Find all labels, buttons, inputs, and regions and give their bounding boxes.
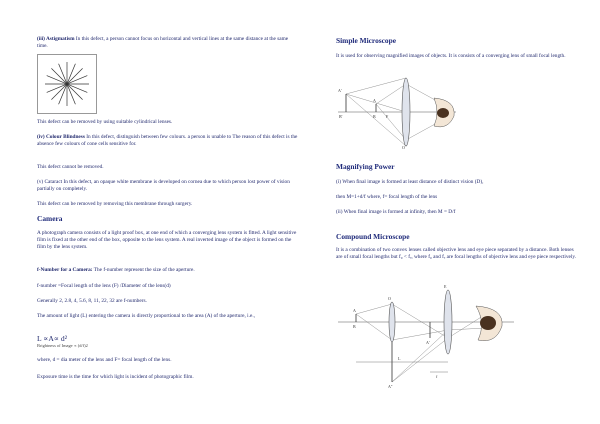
svg-text:A': A' [426,340,430,345]
compound-microscope-paragraph: It is a combination of two convex lenses called objective lens and eye piece separated by a distance. Both lenses are of small focal lengths but f₀ < fₑ, where f₀ and fₑ are focal lengths of objective lens and eye piece respectively. [336,247,576,261]
astigmatism-title: (iii) Astigmatism [37,36,75,42]
compound-microscope-heading: Compound Microscope [336,232,410,241]
exposure-paragraph: Exposure time is the time for which light is incident of photographic film. [37,374,194,380]
simple-microscope-diagram [336,74,460,150]
f-number-paragraph [37,267,299,274]
cataract-fix: This defect can be removed by removing this membrane through surgery. [37,201,193,207]
svg-text:A: A [373,98,376,103]
colour-blindness-title: (iv) Colour Blindness [37,134,85,140]
svg-text:A: A [353,308,356,313]
svg-text:A': A' [338,88,342,93]
magnifying-power-formula-1: then M=1+d/f where, f= focal length of the lens [336,194,438,200]
simple-microscope-heading: Simple Microscope [336,36,397,45]
compound-microscope-diagram [336,278,516,390]
where-paragraph: where, d = dia meter of the lens and F= focal length of the lens. [37,357,172,363]
cataract-paragraph: (v) Cataract In this defect, an opaque white membrane is developed on cornea due to which person lost power of vision partially on completely. [37,179,290,193]
magnifying-power-heading: Magnifying Power [336,162,395,171]
svg-text:B: B [353,324,356,329]
svg-text:L: L [398,356,401,361]
svg-text:E: E [444,284,447,289]
astigmatism-text: In this defect, a person cannot focus on horizontal and vertical lines at the same distance at the same time. [37,36,289,50]
light-formula: L ∝A∝ d² [37,334,67,343]
simple-microscope-paragraph: It is used for observing magnified images of objects. It is consists of a converging lens of small focal length. [336,53,566,59]
magnifying-power-case-1: (i) When final image is formed at least distance of distinct vision (D), [336,179,484,185]
magnifying-power-case-2: (ii) When final image is formed at infinity, then M = D/f [336,209,456,215]
camera-heading: Camera [37,214,63,223]
f-number-text: The f-number represent the size of the aperture. [92,267,195,273]
f-number-title: f-Number for a Camera: [37,267,93,273]
camera-paragraph: A photograph camera consists of a light proof box, at one end of which a converging lens system is fitted. A light sensitive film is fixed at the other end of the box, opposite to the lens system. A real inverted image of the object is formed on the film by the lens system. [37,230,297,251]
f-number-formula: f-number =Focal length of the lens (F) /Diameter of the lens(d) [37,283,171,289]
svg-text:O: O [388,296,391,301]
svg-text:f: f [436,374,438,379]
svg-text:B': B' [339,114,343,119]
brightness-formula: Brightness of Image ∝ (d/f)2 [37,343,88,348]
light-paragraph: The amount of light (L) entering the camera is directly proportional to the area (A) of the aperture, i.e., [37,313,255,319]
svg-text:F: F [386,114,389,119]
astigmatism-fix: This defect can be removed by using suitable cylindrical lenses. [37,119,173,125]
f-number-values: Generally 2, 2.8, 4, 5.6, 8, 11, 22, 32 are f-numbers. [37,298,147,304]
svg-text:O: O [402,145,405,150]
colour-blindness-text: In this defect, distinguish between few colours. a person is unable to The reason of this defect is the absence few colours of cone cells sensitive for. [37,134,298,148]
svg-text:A'': A'' [388,384,393,389]
astigmatism-paragraph [37,36,299,50]
colour-blindness-fix: This defect cannot be removed. [37,164,104,170]
colour-blindness-paragraph [37,134,299,148]
svg-text:B: B [373,114,376,119]
astigmatism-chart-figure [37,54,97,114]
